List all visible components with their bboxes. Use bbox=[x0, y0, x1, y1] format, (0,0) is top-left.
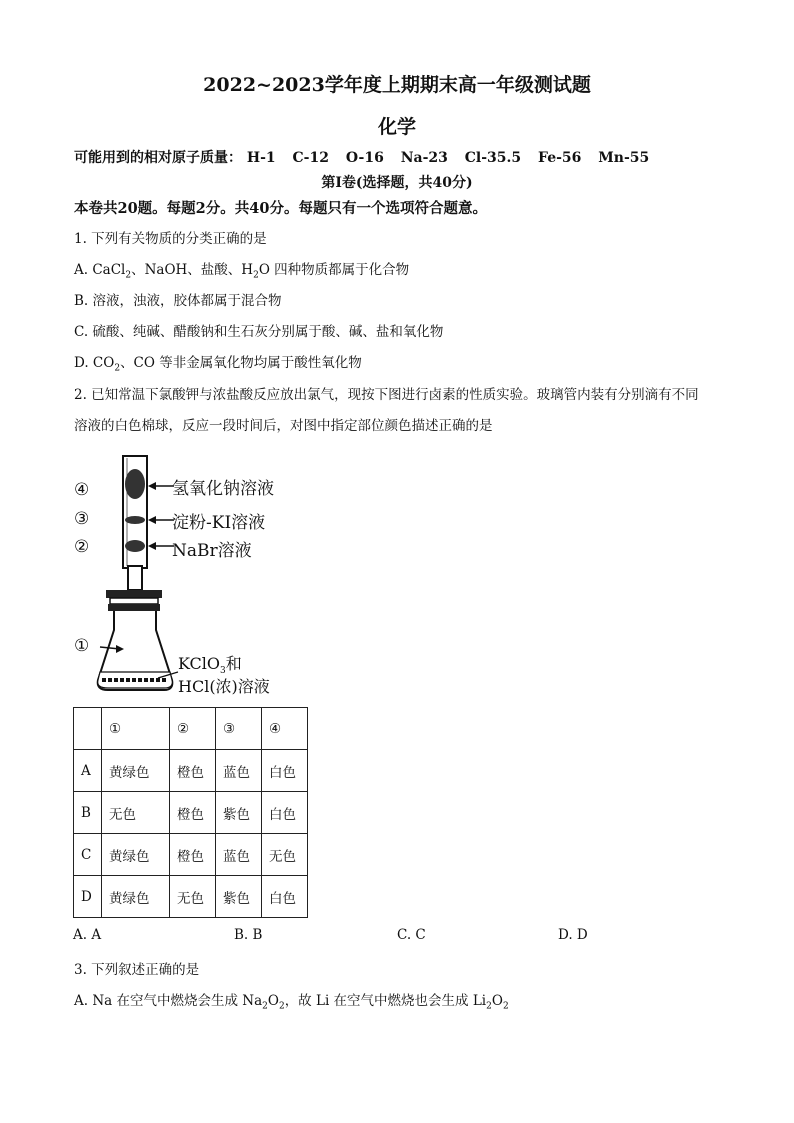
table-cell: 无色 bbox=[170, 876, 216, 918]
table-cell: ② bbox=[170, 708, 216, 750]
table-cell: ④ bbox=[262, 708, 308, 750]
exam-title: 2022~2023学年度上期期末高一年级测试题 bbox=[203, 74, 591, 96]
section-heading: 第Ⅰ卷(选择题，共40分) bbox=[321, 175, 473, 191]
table-header-row bbox=[74, 708, 308, 750]
table-cell: ① bbox=[102, 708, 170, 750]
table-cell: ③ bbox=[216, 708, 262, 750]
q1-stem: 1. 下列有关物质的分类正确的是 bbox=[74, 231, 267, 247]
table-cell: 黄绿色 bbox=[102, 750, 170, 792]
table-cell: 紫色 bbox=[216, 792, 262, 834]
table-cell: 白色 bbox=[262, 750, 308, 792]
label-naoh: 氢氧化钠溶液 bbox=[172, 479, 274, 499]
table-cell: A bbox=[74, 750, 102, 792]
q1-option-d: D. $CO_2$、CO 等非金属氧化物均属于酸性氧化物 bbox=[74, 355, 362, 374]
answer-table bbox=[73, 707, 308, 918]
table-cell: 橙色 bbox=[170, 792, 216, 834]
table-cell: 橙色 bbox=[170, 750, 216, 792]
table-cell: D bbox=[74, 876, 102, 918]
mass-item: O-16 bbox=[345, 150, 384, 166]
table-cell: 蓝色 bbox=[216, 750, 262, 792]
table-cell: 无色 bbox=[102, 792, 170, 834]
table-cell: 紫色 bbox=[216, 876, 262, 918]
table-cell: 白色 bbox=[262, 876, 308, 918]
mass-item: Na-23 bbox=[400, 150, 448, 166]
mass-item: H-1 bbox=[246, 150, 276, 166]
table-cell: B bbox=[74, 792, 102, 834]
q2-option-d: D. D bbox=[558, 927, 588, 943]
q2-stem-line2: 溶液的白色棉球，反应一段时间后，对图中指定部位颜色描述正确的是 bbox=[74, 418, 493, 434]
marker-2: ② bbox=[74, 537, 90, 557]
q2-stem-line1: 2. 已知常温下氯酸钾与浓盐酸反应放出氯气，现按下图进行卤素的性质实验。玻璃管内装有分别滴有不同 bbox=[74, 387, 699, 403]
marker-1: ① bbox=[74, 636, 90, 656]
instructions: 本卷共20题。每题2分。共40分。每题只有一个选项符合题意。 bbox=[74, 200, 487, 217]
cotton-ball-3 bbox=[125, 516, 145, 524]
q2-option-c: C. C bbox=[397, 927, 426, 943]
q3-option-a: A. Na 在空气中燃烧会生成 $Na_2O_2$，故 Li 在空气中燃烧也会生成 $Li_2O_2$ bbox=[74, 993, 509, 1012]
mass-item: Cl-35.5 bbox=[464, 150, 522, 166]
label-nabr: NaBr溶液 bbox=[172, 541, 252, 561]
table-row bbox=[74, 750, 308, 792]
marker-4: ④ bbox=[74, 480, 90, 500]
mass-item: C-12 bbox=[292, 150, 329, 166]
q3-stem: 3. 下列叙述正确的是 bbox=[74, 962, 200, 978]
atomic-masses bbox=[74, 147, 661, 167]
q2-option-a: A. A bbox=[73, 927, 102, 943]
label-hcl: HCl(浓)溶液 bbox=[178, 677, 270, 696]
label-kclo3: KClO$_3$和 bbox=[178, 654, 242, 677]
label-starch-ki: 淀粉-KI溶液 bbox=[172, 513, 266, 533]
masses-label: 可能用到的相对原子质量： bbox=[74, 150, 242, 166]
table-row bbox=[74, 792, 308, 834]
table-cell: C bbox=[74, 834, 102, 876]
table-cell: 黄绿色 bbox=[102, 834, 170, 876]
mass-item: Mn-55 bbox=[598, 150, 650, 166]
marker-3: ③ bbox=[74, 509, 90, 529]
table-cell: 无色 bbox=[262, 834, 308, 876]
subject-title: 化学 bbox=[377, 116, 416, 138]
table-cell: 黄绿色 bbox=[102, 876, 170, 918]
mass-item: Fe-56 bbox=[538, 150, 582, 166]
q1-option-b: B. 溶液，浊液，胶体都属于混合物 bbox=[74, 293, 282, 309]
table-row bbox=[74, 834, 308, 876]
table-row bbox=[74, 876, 308, 918]
apparatus-figure bbox=[70, 452, 310, 700]
cotton-ball-4 bbox=[125, 469, 145, 499]
cotton-ball-2 bbox=[125, 540, 145, 552]
table-cell: 白色 bbox=[262, 792, 308, 834]
table-cell bbox=[74, 708, 102, 750]
q1-option-a: A. CaCl$_2$、NaOH、盐酸、$H_2O$ 四种物质都属于化合物 bbox=[74, 262, 410, 281]
q2-option-b: B. B bbox=[234, 927, 263, 943]
table-cell: 橙色 bbox=[170, 834, 216, 876]
q1-option-c: C. 硫酸、纯碱、醋酸钠和生石灰分别属于酸、碱、盐和氧化物 bbox=[74, 324, 444, 340]
table-cell: 蓝色 bbox=[216, 834, 262, 876]
